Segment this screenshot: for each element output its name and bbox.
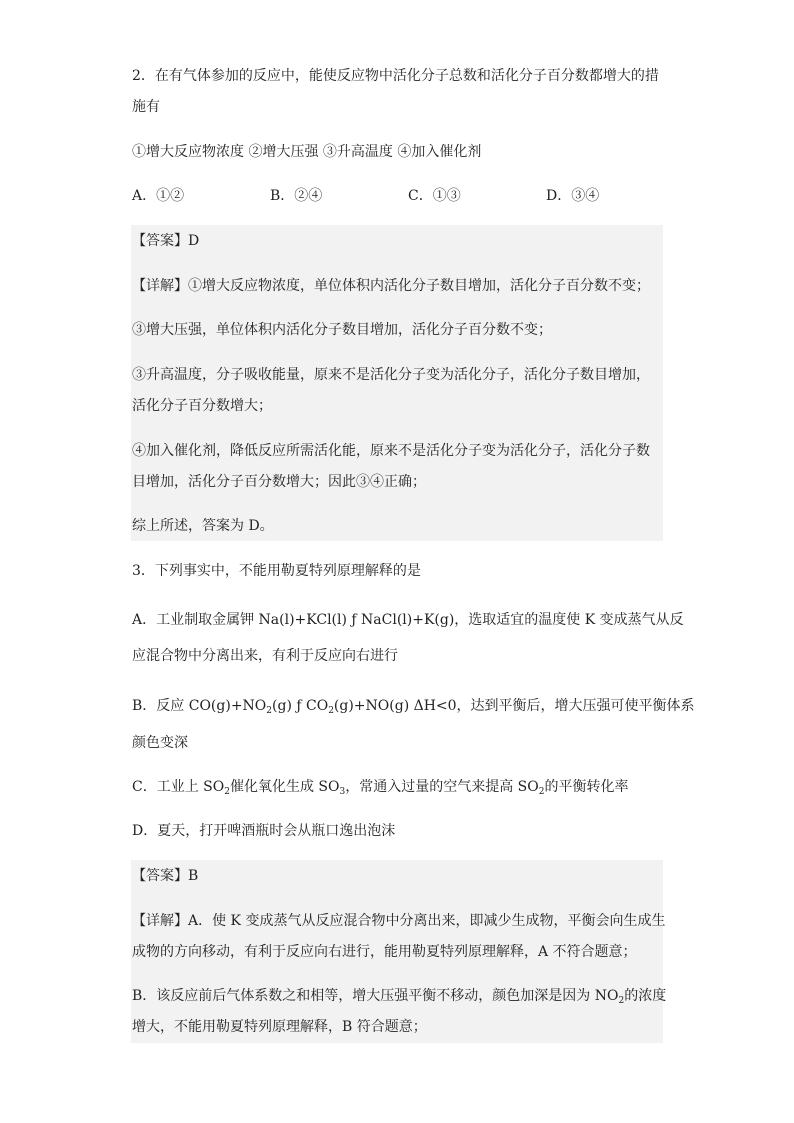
subscript: 2 <box>618 996 625 1006</box>
q3-option-a-line2: 应混合物中分离出来，有利于反应向右进行 <box>132 648 398 664</box>
q2-option-c: C．①③ <box>408 188 461 204</box>
q2-stem-line1: 2．在有气体参加的反应中，能使反应物中活化分子总数和活化分子百分数都增大的措 <box>132 68 659 84</box>
q3-option-c-text: ，常通入过量的空气来提高 SO <box>345 779 539 795</box>
q2-detail-line: ③增大压强，单位体积内活化分子数目增加，活化分子百分数不变； <box>132 322 552 338</box>
q2-option-b: B．②④ <box>270 188 323 204</box>
q3-detail-line: 【详解】A．使 K 变成蒸气从反应混合物中分离出来，即减少生成物，平衡会向生成生 <box>132 913 666 929</box>
q3-option-b-line1 <box>132 696 695 716</box>
q3-option-b-text: B．反应 CO(g)+NO <box>132 698 267 714</box>
subscript: 2 <box>266 706 273 716</box>
q2-detail-line: ③升高温度，分子吸收能量，原来不是活化分子变为活化分子，活化分子数目增加， <box>132 367 650 383</box>
subscript: 2 <box>224 787 230 797</box>
subscript: 2 <box>328 706 334 716</box>
q3-option-b-text: (g) ƒ CO <box>272 698 329 714</box>
q3-option-d: D．夏天，打开啤酒瓶时会从瓶口逸出泡沫 <box>132 823 396 839</box>
subscript: 3 <box>339 787 346 797</box>
q2-detail-line: 【详解】①增大反应物浓度，单位体积内活化分子数目增加，活化分子百分数不变； <box>132 278 650 294</box>
q2-items: ①增大反应物浓度 ②增大压强 ③升高温度 ④加入催化剂 <box>132 144 482 160</box>
q2-detail-line: 综上所述，答案为 D。 <box>132 518 274 534</box>
q3-option-c-text: 的平衡转化率 <box>544 779 629 795</box>
q3-option-c-text: 催化氧化生成 SO <box>229 779 340 795</box>
q2-detail-line: 活化分子百分数增大； <box>132 398 272 414</box>
q2-detail-line: 目增加，活化分子百分数增大；因此③④正确； <box>132 474 426 490</box>
q3-option-b-line2: 颜色变深 <box>132 735 188 751</box>
q3-detail-line <box>132 986 667 1006</box>
q2-stem-line2: 施有 <box>132 99 160 115</box>
q2-option-a: A．①② <box>132 188 185 204</box>
q2-option-d: D．③④ <box>546 188 600 204</box>
q2-detail-line: ④加入催化剂，降低反应所需活化能，原来不是活化分子变为活化分子，活化分子数 <box>132 443 650 459</box>
subscript: 2 <box>538 787 545 797</box>
q2-options <box>132 186 662 206</box>
q3-option-c-text: C．工业上 SO <box>132 779 225 795</box>
q3-option-c <box>132 777 662 797</box>
q3-detail-text: B．该反应前后气体系数之和相等，增大压强平衡不移动，颜色加深是因为 NO <box>132 988 619 1004</box>
q3-detail-line: 增大，不能用勒夏特列原理解释，B 符合题意； <box>132 1019 427 1035</box>
q3-answer: 【答案】B <box>132 868 199 884</box>
q3-stem: 3．下列事实中，不能用勒夏特列原理解释的是 <box>132 563 421 579</box>
q3-detail-line: 成物的方向移动，有利于反应向右进行，能用勒夏特列原理解释，A 不符合题意； <box>132 944 637 960</box>
q2-answer: 【答案】D <box>132 233 200 249</box>
q3-option-a-line1: A．工业制取金属钾 Na(l)+KCl(l) ƒ NaCl(l)+K(g)，选取适宜的温度使 K 变成蒸气从反 <box>132 612 684 628</box>
q3-detail-text: 的浓度 <box>624 988 667 1004</box>
q3-option-b-text: (g)+NO(g) ΔH<0，达到平衡后，增大压强可使平衡体系 <box>333 698 695 714</box>
